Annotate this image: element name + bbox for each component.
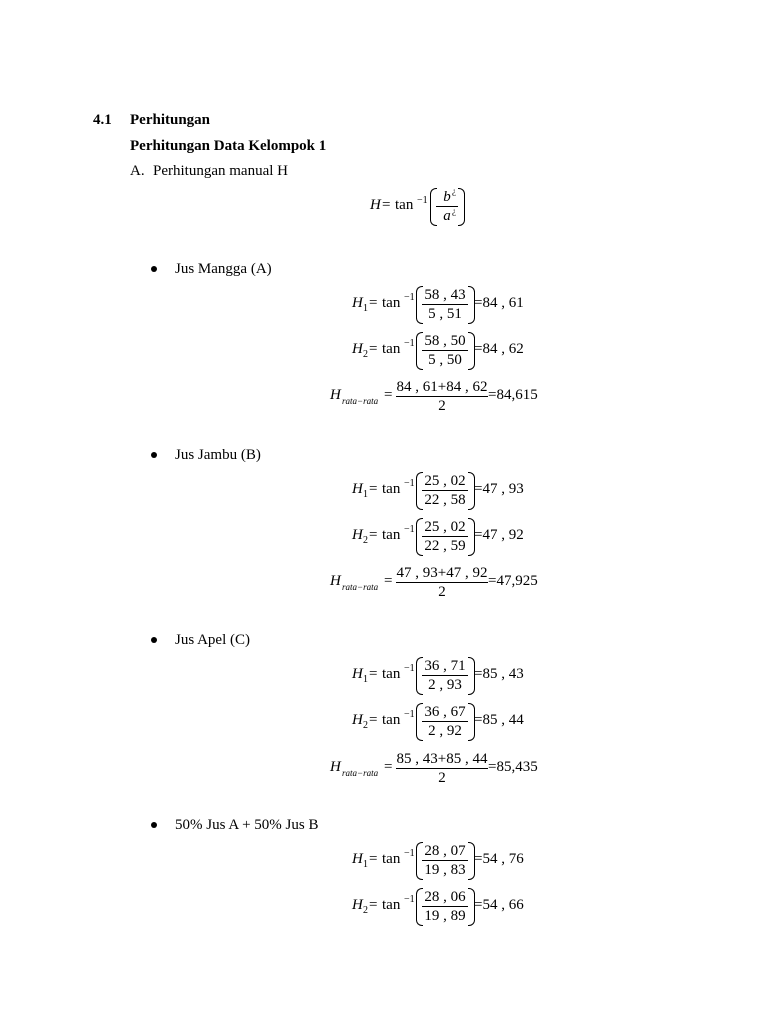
- eq-fn: tan: [382, 341, 401, 357]
- eq-equals: =: [384, 573, 393, 589]
- general-formula: [370, 186, 470, 230]
- eq-fraction: [422, 286, 468, 323]
- eq-equals: =: [369, 295, 378, 311]
- eq-result: =54 , 76: [474, 851, 524, 867]
- eq-fraction: [422, 842, 468, 879]
- right-paren: [458, 188, 465, 226]
- eq-den: 2: [438, 584, 446, 600]
- equation-h2: [352, 701, 532, 745]
- equation-h1: [352, 284, 532, 328]
- bullet-icon: [151, 637, 157, 643]
- eq-den: 2: [438, 398, 446, 414]
- eq-lhs: H: [330, 573, 341, 589]
- eq-num: 25 , 02: [424, 519, 466, 535]
- equation-h1: [352, 840, 532, 884]
- eq-fraction: [422, 703, 468, 740]
- eq-lhs: H: [330, 387, 341, 403]
- eq-fraction: [422, 332, 468, 369]
- num-mark: ¿: [452, 186, 456, 196]
- eq-fn: tan: [382, 851, 401, 867]
- eq-num: 25 , 02: [424, 473, 466, 489]
- eq-num: 58 , 50: [424, 333, 466, 349]
- equation-average: [330, 562, 550, 606]
- eq-den: 5 , 51: [428, 306, 462, 322]
- eq-result: =85,435: [488, 759, 538, 775]
- eq-equals: =: [369, 666, 378, 682]
- eq-num: 36 , 67: [424, 704, 466, 720]
- eq-num: 47 , 93+47 , 92: [396, 565, 488, 581]
- eq-equals: =: [384, 387, 393, 403]
- eq-sub: 2: [363, 720, 368, 731]
- sample-label: 50% Jus A + 50% Jus B: [175, 817, 319, 833]
- sample-label: Jus Jambu (B): [175, 447, 261, 463]
- eq-fn: tan: [382, 712, 401, 728]
- bullet-icon: [151, 266, 157, 272]
- eq-result: =85 , 43: [474, 666, 524, 682]
- eq-sup: −1: [404, 709, 415, 720]
- eq-den: 2: [438, 770, 446, 786]
- eq-fn: tan: [382, 295, 401, 311]
- equation-h1: [352, 470, 532, 514]
- eq-sub: rata−rata: [342, 396, 379, 406]
- eq-lhs: H: [352, 897, 363, 913]
- eq-result: =54 , 66: [474, 897, 524, 913]
- eq-den: 22 , 59: [424, 538, 466, 554]
- eq-sup: −1: [404, 478, 415, 489]
- eq-sup: −1: [404, 848, 415, 859]
- eq-fn: tan: [382, 527, 401, 543]
- eq-lhs: H: [352, 851, 363, 867]
- eq-fraction: [396, 564, 488, 601]
- eq-sub: 2: [363, 535, 368, 546]
- bullet-icon: [151, 822, 157, 828]
- eq-result: =47 , 93: [474, 481, 524, 497]
- eq-result: =85 , 44: [474, 712, 524, 728]
- eq-lhs: H: [352, 666, 363, 682]
- eq-sub: 1: [363, 303, 368, 314]
- eq-fraction: [396, 378, 488, 415]
- eq-lhs: H: [352, 341, 363, 357]
- eq-sub: 2: [363, 349, 368, 360]
- eq-lhs: H: [352, 295, 363, 311]
- eq-sub: 2: [363, 905, 368, 916]
- eq-sub: 1: [363, 859, 368, 870]
- eq-fraction: [422, 518, 468, 555]
- formula-lhs: H: [370, 197, 381, 213]
- equation-average: [330, 376, 550, 420]
- eq-result: =84,615: [488, 387, 538, 403]
- eq-lhs: H: [352, 481, 363, 497]
- bullet-icon: [151, 452, 157, 458]
- eq-num: 28 , 06: [424, 889, 466, 905]
- eq-num: 84 , 61+84 , 62: [396, 379, 488, 395]
- eq-fraction: [422, 888, 468, 925]
- eq-den: 2 , 93: [428, 677, 462, 693]
- sample-label: Jus Mangga (A): [175, 261, 272, 277]
- eq-fraction: [422, 657, 468, 694]
- eq-result: =47 , 92: [474, 527, 524, 543]
- item-a-text: Perhitungan manual H: [153, 163, 288, 179]
- eq-fraction: [422, 472, 468, 509]
- eq-sup: −1: [404, 524, 415, 535]
- eq-equals: =: [369, 712, 378, 728]
- equation-average: [330, 748, 550, 792]
- eq-num: 58 , 43: [424, 287, 466, 303]
- eq-den: 2 , 92: [428, 723, 462, 739]
- eq-sup: −1: [404, 338, 415, 349]
- eq-fn: tan: [382, 897, 401, 913]
- eq-fraction: [396, 750, 488, 787]
- eq-den: 19 , 83: [424, 862, 466, 878]
- eq-num: 28 , 07: [424, 843, 466, 859]
- eq-equals: =: [369, 851, 378, 867]
- subsection-title: Perhitungan Data Kelompok 1: [130, 138, 327, 154]
- eq-equals: =: [369, 341, 378, 357]
- item-a-label: A.: [130, 163, 145, 179]
- eq-sub: rata−rata: [342, 768, 379, 778]
- eq-equals: =: [369, 481, 378, 497]
- eq-equals: =: [369, 897, 378, 913]
- eq-lhs: H: [352, 527, 363, 543]
- equation-h2: [352, 886, 532, 930]
- eq-num: 36 , 71: [424, 658, 466, 674]
- eq-equals: =: [369, 527, 378, 543]
- equation-h2: [352, 516, 532, 560]
- eq-sup: −1: [404, 894, 415, 905]
- formula-sup: −1: [417, 195, 428, 206]
- eq-equals: =: [384, 759, 393, 775]
- eq-result: =84 , 61: [474, 295, 524, 311]
- eq-fn: tan: [382, 666, 401, 682]
- formula-num: b: [443, 189, 451, 205]
- equation-h2: [352, 330, 532, 374]
- eq-num: 85 , 43+85 , 44: [396, 751, 488, 767]
- formula-fn: tan: [395, 197, 414, 213]
- section-title: Perhitungan: [130, 112, 211, 128]
- eq-sup: −1: [404, 663, 415, 674]
- eq-sup: −1: [404, 292, 415, 303]
- sample-label: Jus Apel (C): [175, 632, 250, 648]
- eq-result: =84 , 62: [474, 341, 524, 357]
- eq-result: =47,925: [488, 573, 538, 589]
- equation-h1: [352, 655, 532, 699]
- eq-sub: 1: [363, 489, 368, 500]
- formula-equals: =: [382, 197, 391, 213]
- eq-lhs: H: [352, 712, 363, 728]
- den-mark: ¿: [452, 206, 456, 216]
- eq-den: 5 , 50: [428, 352, 462, 368]
- eq-lhs: H: [330, 759, 341, 775]
- eq-den: 19 , 89: [424, 908, 466, 924]
- eq-den: 22 , 58: [424, 492, 466, 508]
- eq-fn: tan: [382, 481, 401, 497]
- eq-sub: 1: [363, 674, 368, 685]
- formula-den: a: [443, 208, 451, 224]
- eq-sub: rata−rata: [342, 582, 379, 592]
- section-number: 4.1: [93, 112, 112, 128]
